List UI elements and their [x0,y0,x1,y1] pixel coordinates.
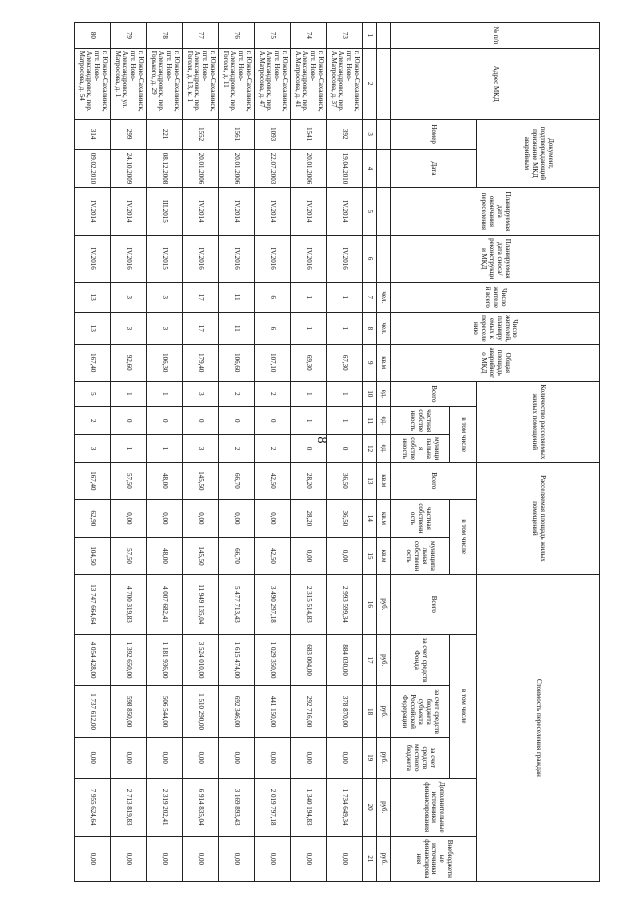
column-number-row [363,23,377,882]
cell-sq-mun: 66,70 [219,538,255,575]
cell-demol: IV.2016 [75,235,111,282]
column-number-cell: 21 [363,836,377,881]
cell-demol: IV.2016 [291,235,327,282]
column-number-cell: 7 [363,282,377,312]
cell-c-all: 2 315 514,83 [291,574,327,634]
header-document-group: Документ, подтверждающий признание МКД аварийным [477,119,600,188]
column-number-cell: 13 [363,463,377,500]
cell-res-all: 11 [219,282,255,312]
cell-doc-date: 20.01.2006 [291,149,327,188]
cell-c-loc: 0,00 [147,737,183,778]
cell-c-add: 6 914 835,04 [183,778,219,836]
cell-c-all: 4 007 682,41 [147,574,183,634]
header-area-private: частная собственность [391,499,450,538]
units-row [377,23,391,882]
unit-cell: руб. [377,737,391,778]
header-residents-total: Число жителей всего [391,282,600,312]
cell-sq-mun: 104,50 [75,538,111,575]
cell-cnt-all: 5 [75,381,111,407]
cell-c-subj: 692 346,00 [219,686,255,738]
cell-n: 73 [327,23,363,49]
header-address: Адрес МКД [391,48,600,119]
unit-cell: руб. [377,686,391,738]
cell-n: 75 [255,23,291,49]
cell-n: 74 [291,23,327,49]
cell-c-add: 2 319 202,41 [147,778,183,836]
cell-c-loc: 0,00 [255,737,291,778]
cell-demol: IV.2016 [111,235,147,282]
column-number-cell: 18 [363,686,377,738]
cell-c-fund: 4 054 428,00 [75,634,111,686]
cell-doc-date: 24.10.2009 [111,149,147,188]
unit-cell: руб. [377,778,391,836]
cell-c-subj: 598 850,00 [111,686,147,738]
cell-demol: IV.2015 [147,235,183,282]
cell-c-all: 5 477 713,43 [219,574,255,634]
cell-res-all: 13 [75,282,111,312]
header-count-municipal: муниципальная собственность [391,435,450,463]
header-cost-of-which: в том числе [450,634,477,778]
cell-end: IV.2014 [255,188,291,235]
cell-area: 67,30 [327,345,363,382]
cell-end: IV.2014 [183,188,219,235]
cell-c-fund: 1 029 350,00 [255,634,291,686]
header-count-total: Всего [391,381,477,407]
header-total-area: Общая площадь аварийного МКД [391,345,600,382]
cell-c-subj: 378 870,00 [327,686,363,738]
unit-cell [377,235,391,282]
cell-c-subj: 506 544,00 [147,686,183,738]
table-row [255,23,291,882]
cell-addr: г. Южно-Сахалинск, пгт. Ново-Александровск, пер. Гоголя, д. 13, к. 1 [183,48,219,119]
cell-c-add: 2 019 797,18 [255,778,291,836]
cell-cnt-mun: 3 [183,435,219,463]
cell-cnt-all: 1 [291,381,327,407]
cell-addr: г. Южно-Сахалинск, пгт. Ново-Александровск, ул. Матросова, д. 1 [111,48,147,119]
cell-cnt-mun: 1 [111,435,147,463]
column-number-cell: 4 [363,149,377,188]
column-number-cell: 19 [363,737,377,778]
cell-doc-no: 392 [327,119,363,149]
cell-c-loc: 0,00 [111,737,147,778]
cell-c-ext: 0,00 [75,836,111,881]
header-count-of-which: в том числе [450,407,477,463]
unit-cell [377,119,391,149]
table-row [111,23,147,882]
cell-doc-date: 19.04.2010 [327,149,363,188]
column-number-cell: 5 [363,188,377,235]
cell-addr: г. Южно-Сахалинск, пгт. Ново-Александровск, пер. Горького, д. 29 [147,48,183,119]
header-doc-number: Номер [391,119,477,149]
cell-end: IV.2014 [327,188,363,235]
cell-c-all: 4 700 319,83 [111,574,147,634]
cell-addr: г. Южно-Сахалинск, пгт. Ново-Александровск, пер. А.Матросова, д. 47 [255,48,291,119]
cell-cnt-priv: 1 [327,407,363,435]
cell-res-plan: 1 [291,312,327,344]
cell-doc-no: 1541 [291,119,327,149]
cell-c-loc: 0,00 [291,737,327,778]
unit-cell: кв.м [377,499,391,538]
cell-cnt-priv: 2 [75,407,111,435]
cell-sq-mun: 0,00 [327,538,363,575]
cell-area: 106,60 [219,345,255,382]
cell-area: 107,10 [255,345,291,382]
cell-cnt-priv: 0 [255,407,291,435]
cell-sq-priv: 0,00 [219,499,255,538]
cell-doc-date: 20.01.2006 [219,149,255,188]
cell-cnt-all: 1 [111,381,147,407]
table-body [75,23,363,882]
cell-cnt-priv: 0 [219,407,255,435]
cell-c-fund: 1 615 474,00 [219,634,255,686]
page-number: 8 [314,436,329,444]
header-cost-extra: Дополнительные источники финансирования [391,778,477,836]
cell-c-ext: 0,00 [255,836,291,881]
column-number-cell: 3 [363,119,377,149]
cell-end: IV.2014 [291,188,327,235]
cell-res-all: 3 [147,282,183,312]
column-number-cell: 14 [363,499,377,538]
header-premises-area: Расселяемая площадь жилых помещений [477,463,600,575]
header-premises-count: Количество расселяемых жилых помещений [477,381,600,463]
cell-cnt-mun: 3 [75,435,111,463]
cell-demol: IV.2016 [219,235,255,282]
cell-sq-mun: 42,50 [255,538,291,575]
table-row [327,23,363,882]
cell-doc-no: 314 [75,119,111,149]
cell-c-subj: 292 716,00 [291,686,327,738]
header-cost: Стоимость переселения граждан [477,574,600,881]
cell-area: 179,40 [183,345,219,382]
header-area-total: Всего [391,463,477,500]
cell-c-fund: 683 004,00 [291,634,327,686]
cell-n: 80 [75,23,111,49]
cell-sq-priv: 0,00 [111,499,147,538]
cell-end: III.2015 [147,188,183,235]
cell-res-plan: 6 [255,312,291,344]
header-cost-subject: за счет средств бюджета субъекта Российской Федерации [391,686,450,738]
cell-c-subj: 1 737 612,00 [75,686,111,738]
cell-sq-all: 66,70 [219,463,255,500]
cell-cnt-mun: 2 [255,435,291,463]
unit-cell: ед. [377,435,391,463]
cell-c-ext: 0,00 [111,836,147,881]
cell-demol: IV.2016 [255,235,291,282]
cell-sq-all: 57,50 [111,463,147,500]
column-number-cell: 8 [363,312,377,344]
cell-sq-priv: 36,50 [327,499,363,538]
column-number-cell: 20 [363,778,377,836]
cell-c-all: 11 949 135,04 [183,574,219,634]
header-cost-local: за счет средств местного бюджета [391,737,450,778]
cell-c-ext: 0,00 [219,836,255,881]
cell-c-all: 3 490 297,18 [255,574,291,634]
header-row-number: № п/п [391,23,600,49]
header-area-of-which: в том числе [450,499,477,574]
cell-c-fund: 884 030,00 [327,634,363,686]
cell-sq-mun: 48,00 [147,538,183,575]
cell-area: 92,60 [111,345,147,382]
cell-c-ext: 0,00 [147,836,183,881]
cell-c-add: 1 734 649,34 [327,778,363,836]
column-number-cell: 9 [363,345,377,382]
column-number-cell: 17 [363,634,377,686]
cell-cnt-all: 1 [147,381,183,407]
cell-addr: г. Южно-Сахалинск, пгт. Ново-Александровск, пер. А.Матросова, д. 41 [291,48,327,119]
rotated-table-frame [35,22,600,882]
cell-res-all: 1 [291,282,327,312]
cell-c-loc: 0,00 [183,737,219,778]
unit-cell: кв.м [377,345,391,382]
resettlement-table [74,22,600,882]
cell-cnt-mun: 2 [219,435,255,463]
cell-doc-no: 299 [111,119,147,149]
table-row [75,23,111,882]
unit-cell: руб. [377,574,391,634]
cell-res-all: 3 [111,282,147,312]
cell-c-loc: 0,00 [219,737,255,778]
column-number-cell: 2 [363,48,377,119]
cell-res-all: 17 [183,282,219,312]
cell-c-add: 1 340 194,83 [291,778,327,836]
cell-sq-priv: 62,90 [75,499,111,538]
unit-cell: ед. [377,407,391,435]
cell-cnt-all: 2 [255,381,291,407]
unit-cell [377,48,391,119]
cell-cnt-priv: 1 [291,407,327,435]
cell-sq-all: 36,50 [327,463,363,500]
cell-cnt-mun: 0 [291,435,327,463]
cell-sq-mun: 57,50 [111,538,147,575]
cell-c-all: 13 747 664,64 [75,574,111,634]
unit-cell: чел. [377,312,391,344]
cell-res-plan: 3 [111,312,147,344]
cell-cnt-priv: 0 [147,407,183,435]
cell-doc-date: 22.07.2003 [255,149,291,188]
header-cost-total: Всего [391,574,477,634]
cell-c-subj: 441 150,00 [255,686,291,738]
table-row [291,23,327,882]
cell-res-all: 6 [255,282,291,312]
cell-area: 69,30 [291,345,327,382]
unit-cell [377,188,391,235]
cell-sq-all: 167,40 [75,463,111,500]
cell-sq-priv: 0,00 [183,499,219,538]
header-plan-resettle-date: Планируемая дата окончания переселения [391,188,600,235]
cell-doc-no: 1561 [219,119,255,149]
cell-c-ext: 0,00 [327,836,363,881]
cell-end: IV.2014 [111,188,147,235]
cell-c-add: 3 169 893,43 [219,778,255,836]
cell-demol: IV.2016 [327,235,363,282]
cell-demol: IV.2016 [183,235,219,282]
unit-cell: руб. [377,634,391,686]
column-number-cell: 10 [363,381,377,407]
cell-doc-date: 08.12.2008 [147,149,183,188]
cell-c-loc: 0,00 [327,737,363,778]
cell-end: IV.2014 [219,188,255,235]
cell-sq-mun: 145,50 [183,538,219,575]
unit-cell [377,149,391,188]
cell-cnt-mun: 1 [147,435,183,463]
unit-cell: руб. [377,836,391,881]
cell-sq-all: 48,00 [147,463,183,500]
column-number-cell: 16 [363,574,377,634]
cell-cnt-mun: 0 [327,435,363,463]
table-row [219,23,255,882]
header-count-private: частная собственность [391,407,450,435]
cell-sq-all: 145,50 [183,463,219,500]
cell-addr: г. Южно-Сахалинск, пгт. Ново-Александровск, пер. Матросова, д. 54 [75,48,111,119]
cell-res-all: 1 [327,282,363,312]
cell-cnt-all: 1 [327,381,363,407]
cell-n: 79 [111,23,147,49]
cell-c-all: 2 993 599,34 [327,574,363,634]
cell-sq-priv: 0,00 [147,499,183,538]
cell-doc-no: 1552 [183,119,219,149]
header-cost-extrabudget: Внебюджетные источники финансирования [391,836,477,881]
header-area-municipal: муниципальная собственность [391,538,450,575]
table-row [147,23,183,882]
cell-cnt-all: 3 [183,381,219,407]
header-cost-fund: за счет средств Фонда [391,634,450,686]
cell-n: 77 [183,23,219,49]
cell-c-subj: 1 510 290,00 [183,686,219,738]
cell-end: IV.2014 [75,188,111,235]
unit-cell: ед. [377,381,391,407]
cell-n: 78 [147,23,183,49]
cell-addr: г. Южно-Сахалинск, пгт. Ново-Александровск, пер. А.Матросова, д. 37 [327,48,363,119]
cell-res-plan: 17 [183,312,219,344]
cell-c-loc: 0,00 [75,737,111,778]
header-residents-planned: Число жителей, планируемых к переселению [391,312,600,344]
cell-c-add: 2 713 819,83 [111,778,147,836]
unit-cell: кв.м [377,538,391,575]
column-number-cell: 15 [363,538,377,575]
header-plan-demolish-date: Планируемая дата сноса/реконструкции МКД [391,235,600,282]
cell-res-plan: 11 [219,312,255,344]
table-row [183,23,219,882]
cell-c-ext: 0,00 [291,836,327,881]
cell-addr: г. Южно-Сахалинск, пгт. Ново-Александровск, пер. Гоголя, д. 11 [219,48,255,119]
cell-c-add: 7 955 624,64 [75,778,111,836]
cell-cnt-all: 2 [219,381,255,407]
cell-area: 167,40 [75,345,111,382]
column-number-cell: 11 [363,407,377,435]
cell-sq-mun: 0,00 [291,538,327,575]
cell-sq-all: 28,20 [291,463,327,500]
cell-res-plan: 13 [75,312,111,344]
cell-sq-priv: 0,00 [255,499,291,538]
cell-n: 76 [219,23,255,49]
cell-area: 106,30 [147,345,183,382]
cell-doc-date: 20.01.2006 [183,149,219,188]
unit-cell: кв.м [377,463,391,500]
unit-cell: чел. [377,282,391,312]
header-doc-date: Дата [391,149,477,188]
cell-c-fund: 1 392 650,00 [111,634,147,686]
cell-cnt-priv: 0 [111,407,147,435]
column-number-cell: 12 [363,435,377,463]
cell-sq-all: 42,50 [255,463,291,500]
cell-doc-no: 1093 [255,119,291,149]
cell-c-fund: 1 181 936,00 [147,634,183,686]
cell-doc-no: 221 [147,119,183,149]
cell-res-plan: 1 [327,312,363,344]
cell-sq-priv: 28,20 [291,499,327,538]
unit-cell [377,23,391,49]
cell-c-ext: 0,00 [183,836,219,881]
cell-c-fund: 3 524 010,00 [183,634,219,686]
cell-doc-date: 09.02.2010 [75,149,111,188]
cell-res-plan: 3 [147,312,183,344]
column-number-cell: 1 [363,23,377,49]
cell-cnt-priv: 0 [183,407,219,435]
column-number-cell: 6 [363,235,377,282]
